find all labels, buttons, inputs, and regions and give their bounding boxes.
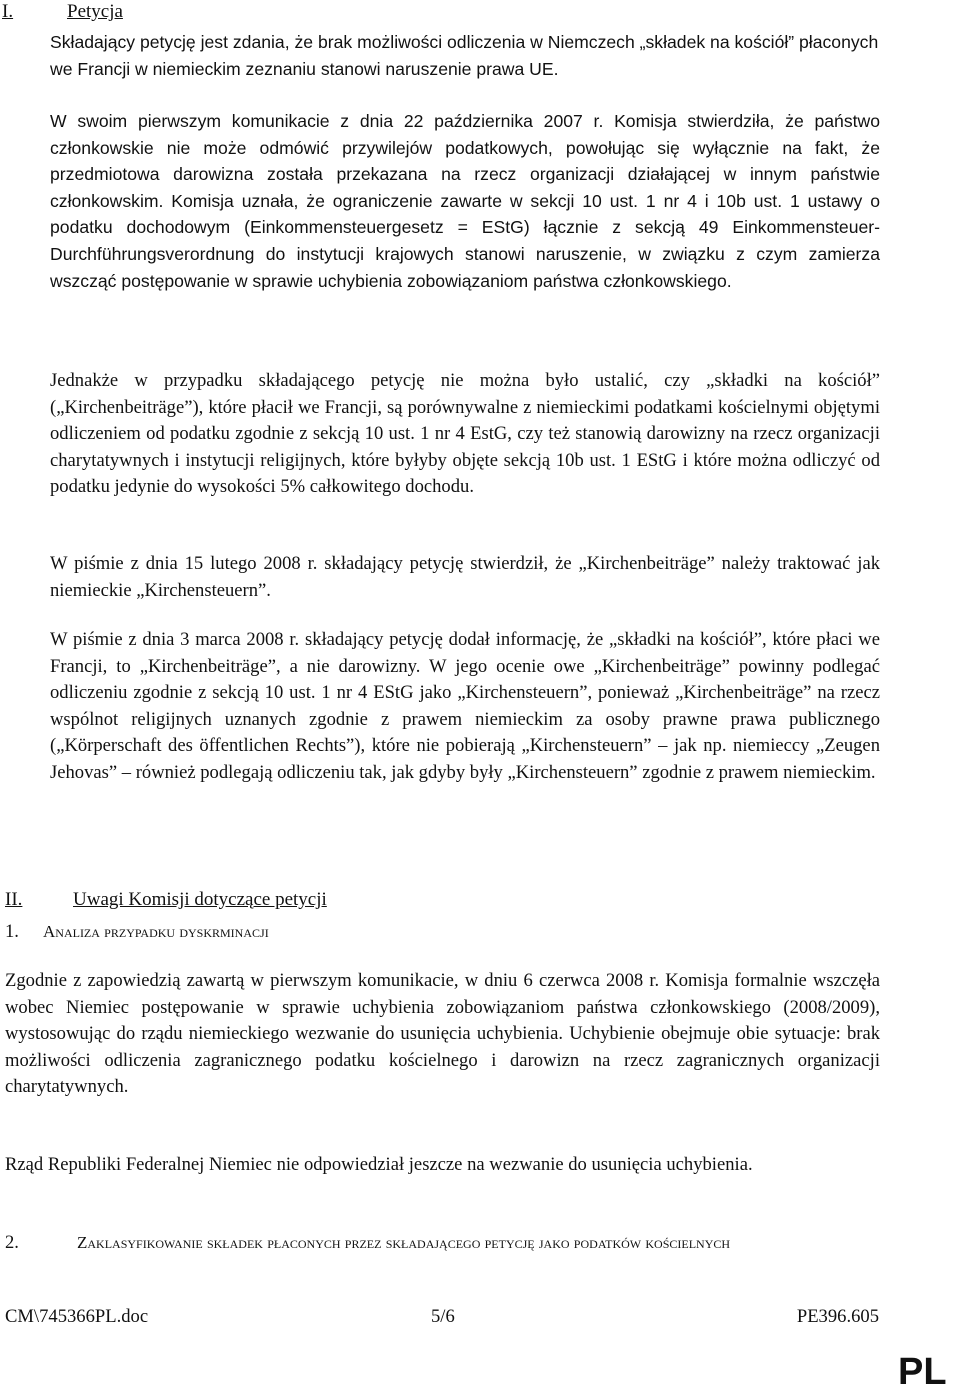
footer-page-number: 5/6	[431, 1306, 455, 1327]
section-2-number: II.	[5, 889, 23, 910]
paragraph-1	[50, 29, 880, 82]
subsection-1-title: Analiza przypadku dyskrminacji	[43, 922, 269, 941]
paragraph-6	[5, 968, 880, 1101]
subsection-1-number: 1.	[5, 921, 19, 942]
footer-reference: PE396.605	[796, 1306, 879, 1327]
paragraph-3	[50, 368, 880, 501]
paragraph-6-text: Zgodnie z zapowiedzią zawartą w pierwszym komunikacie, w dniu 6 czerwca 2008 r. Komisja formalnie wszczęła wobec Niemiec postępowanie w sprawie uchybienia zobowiązaniom państwa członkowskiego (2008/2009), wystosowując do rządu niemieckiego wezwanie do usunięcia uchybienia. Uchybienie obejmuje obie sytuacje: brak możliwości odliczenia zagranicznego podatku kościelnego i darowizn na rzecz zagranicznych organizacji charytatywnych.	[5, 970, 880, 1098]
paragraph-5-text: W piśmie z dnia 3 marca 2008 r. składający petycję dodał informację, że „składki na kościół”, które płaci we Francji, to „Kirchenbeiträge”, a nie darowizny. W jego ocenie owe „Kirchenbeiträge” powinny podlegać odliczeniu zgodnie z sekcją 10 ust. 1 nr 4 EStG jako „Kirchensteuern”, ponieważ „Kirchenbeiträge” na rzecz wspólnot religijnych uznanych zgodnie z prawem niemieckim za osoby prawne prawa publicznego („Körperschaft des öffentlichen Rechts”), które nie pobierają „Kirchensteuern” – jak np. niemieccy „Zeugen Jehovas” – również podlegają odliczeniu tak, jak gdyby były „Kirchensteuern” zgodnie z prawem niemieckim.	[50, 629, 880, 783]
paragraph-1-text: Składający petycję jest zdania, że brak możliwości odliczenia w Niemczech „składek na kościół” płaconych we Francji w niemieckim zeznaniu stanowi naruszenie prawa UE.	[50, 32, 879, 79]
footer-doc-id: CM\745366PL.doc	[5, 1306, 149, 1327]
paragraph-5	[50, 627, 880, 787]
paragraph-4	[50, 551, 880, 604]
subsection-1-heading	[5, 920, 269, 944]
subsection-2-heading	[5, 1230, 880, 1256]
paragraph-2	[50, 108, 880, 294]
paragraph-3-text: Jednakże w przypadku składającego petycję nie można było ustalić, czy „składki na kościół” („Kirchenbeiträge”), które płacił we Francji, są porównywalne z niemieckimi podatkami kościelnymi objętymi odliczeniem od podatku zgodnie z sekcją 10 ust. 1 nr 4 EstG, czy też stanowią darowizny na rzecz organizacji charytatywnych i instytucji religijnych, które byłyby objęte sekcją 10b ust. 1 EStG i które można odliczyć od podatku jedynie do wysokości 5% całkowitego dochodu.	[50, 370, 880, 498]
subsection-2-title: Zaklasyfikowanie składek płaconych przez składającego petycję jako podatków kościelnych	[77, 1233, 731, 1252]
section-2-heading	[5, 888, 327, 912]
section-1-title: Petycja	[67, 1, 123, 22]
subsection-2-number: 2.	[5, 1232, 19, 1253]
paragraph-4-text: W piśmie z dnia 15 lutego 2008 r. składający petycję stwierdził, że „Kirchenbeiträge” należy traktować jak niemieckie „Kirchensteuern”.	[50, 553, 880, 601]
section-1-number: I.	[2, 1, 14, 22]
paragraph-7	[5, 1152, 880, 1179]
section-2-title: Uwagi Komisji dotyczące petycji	[73, 889, 327, 910]
paragraph-7-text: Rząd Republiki Federalnej Niemiec nie odpowiedział jeszcze na wezwanie do usunięcia uchybienia.	[5, 1154, 753, 1175]
paragraph-2-text: W swoim pierwszym komunikacie z dnia 22 października 2007 r. Komisja stwierdziła, że państwo członkowskie nie może odmówić przywilejów podatkowych, powołując się wyłącznie na fakt, że przedmiotowa darowizna została przekazana na rzecz organizacji działającej w innym państwie członkowskim. Komisja uznała, że ograniczenie zawarte w sekcji 10 ust. 1 nr 4 i 10b ust. 1 ustawy o podatku dochodowym (Einkommensteuergesetz = EStG) łącznie z sekcją 49 Einkommensteuer-Durchführungsverordnung do instytucji krajowych stanowi naruszenie, w związku z czym zamierza wszcząć postępowanie w sprawie uchybienia zobowiązaniom państwa członkowskiego.	[50, 111, 880, 291]
language-code: PL	[898, 1351, 947, 1393]
section-1-heading	[2, 0, 123, 24]
